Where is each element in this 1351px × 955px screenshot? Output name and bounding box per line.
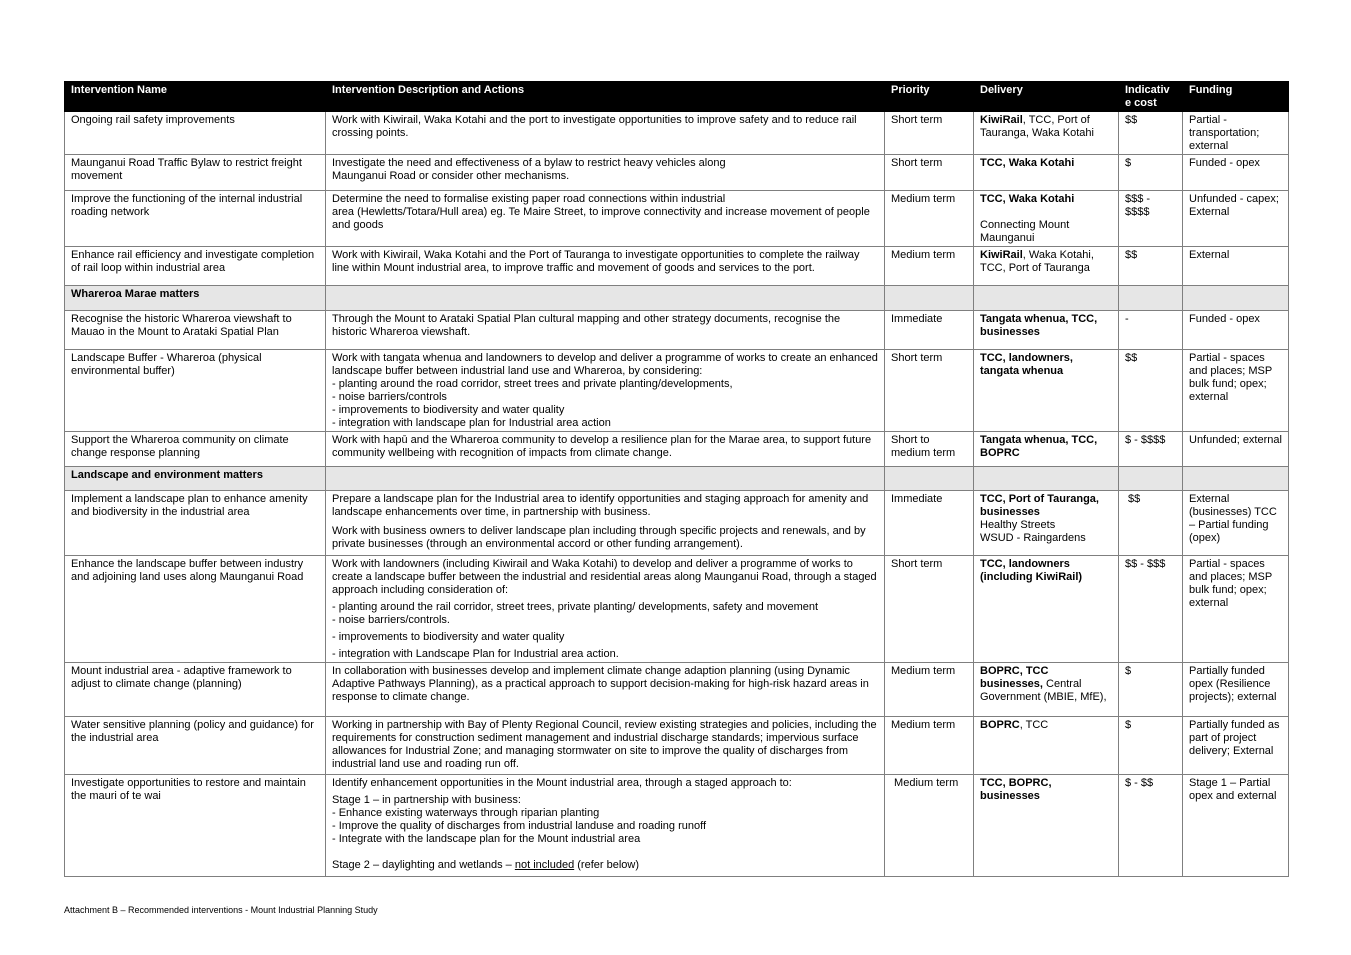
intervention-description <box>326 191 885 247</box>
description-line: Identify enhancement opportunities in the Mount industrial area, through a staged approach to: <box>332 777 792 789</box>
table-row <box>65 112 1289 155</box>
funding-cell: External <box>1183 247 1289 286</box>
priority-cell: Immediate <box>885 491 974 556</box>
description-line: - noise barriers/controls <box>332 391 447 403</box>
table-row <box>65 191 1289 247</box>
cost-cell: $ <box>1119 155 1183 191</box>
stage2-suffix: (refer below) <box>574 859 639 871</box>
cost-cell: $ <box>1119 717 1183 775</box>
table-row <box>65 350 1289 432</box>
cost-cell: $ - $$ <box>1119 775 1183 877</box>
funding-cell: Partially funded as part of project delivery; External <box>1183 717 1289 775</box>
delivery-cell <box>974 717 1119 775</box>
description-line: - integration with landscape plan for Industrial area action <box>332 417 611 429</box>
cost-cell: - <box>1119 311 1183 350</box>
delivery-lead: Tangata whenua, TCC, BOPRC <box>980 434 1098 459</box>
table-row <box>65 311 1289 350</box>
funding-cell: Unfunded - capex; External <box>1183 191 1289 247</box>
priority-cell: Medium term <box>885 191 974 247</box>
delivery-lead: BOPRC, TCC businesses, <box>980 665 1049 690</box>
table-row <box>65 556 1289 663</box>
header-funding: Funding <box>1183 82 1289 112</box>
header-intervention-name: Intervention Name <box>65 82 326 112</box>
description-line: Stage 1 – in partnership with business: <box>332 794 521 806</box>
intervention-description <box>326 663 885 717</box>
intervention-name: Ongoing rail safety improvements <box>65 112 326 155</box>
priority-cell: Medium term <box>885 247 974 286</box>
delivery-cell <box>974 775 1119 877</box>
table-row <box>65 491 1289 556</box>
cost-cell: $$ - $$$ <box>1119 556 1183 663</box>
delivery-lead: TCC, Waka Kotahi <box>980 193 1075 205</box>
delivery-cell <box>974 112 1119 155</box>
priority-cell: Short to medium term <box>885 432 974 467</box>
header-delivery: Delivery <box>974 82 1119 112</box>
intervention-name: Support the Whareroa community on climate change response planning <box>65 432 326 467</box>
priority-cell: Immediate <box>885 311 974 350</box>
description-line: Prepare a landscape plan for the Industrial area to identify opportunities and staging approach for amenity and landscape enhancements over time, in partnership with business. <box>332 493 869 518</box>
delivery-cell <box>974 491 1119 556</box>
delivery-extra: Healthy Streets <box>980 519 1056 531</box>
page-footer: Attachment B – Recommended interventions - Mount Industrial Planning Study <box>64 905 378 915</box>
priority-cell: Medium term <box>885 663 974 717</box>
delivery-extra: WSUD - Raingardens <box>980 532 1086 544</box>
delivery-cell <box>974 155 1119 191</box>
cost-cell: $ <box>1119 663 1183 717</box>
table-row <box>65 775 1289 877</box>
description-line: Work with landowners (including Kiwirail and Waka Kotahi) to develop and deliver a programme of works to create a landscape buffer between the industrial and residential areas along Maunganui Road, through a staged approach including consideration of: <box>332 558 877 596</box>
description-line: - integration with Landscape Plan for Industrial area action. <box>332 648 619 660</box>
intervention-description <box>326 775 885 877</box>
cost-cell: $$ <box>1119 247 1183 286</box>
delivery-cell <box>974 663 1119 717</box>
description-line: - Improve the quality of discharges from industrial landuse and roading runoff <box>332 820 707 832</box>
description-line: Working in partnership with Bay of Plenty Regional Council, review existing strategies and policies, including the requirements for construction sediment management and industrial discharge standards; impervious surface allowances for Industrial Zone; and managing stormwater on site to improve the quality of discharges from industrial land use and roading run off. <box>332 719 877 770</box>
description-stage2 <box>332 859 878 872</box>
intervention-name: Landscape Buffer - Whareroa (physical environmental buffer) <box>65 350 326 432</box>
delivery-cell <box>974 432 1119 467</box>
stage2-prefix: Stage 2 – daylighting and wetlands – <box>332 859 515 871</box>
description-line: Work with Kiwirail, Waka Kotahi and the Port of Tauranga to investigate opportunities to complete the railway line within Mount industrial area, to improve traffic and movement of goods and services to the port. <box>332 249 860 274</box>
delivery-lead: TCC, BOPRC, businesses <box>980 777 1052 802</box>
description-line: Work with hapū and the Whareroa community to develop a resilience plan for the Marae area, to support future community wellbeing with recognition of impacts from climate change. <box>332 434 872 459</box>
delivery-lead: TCC, Waka Kotahi <box>980 157 1075 169</box>
delivery-cell <box>974 191 1119 247</box>
intervention-description <box>326 155 885 191</box>
intervention-name: Mount industrial area - adaptive framework to adjust to climate change (planning) <box>65 663 326 717</box>
description-line: Work with tangata whenua and landowners to develop and deliver a programme of works to create an enhanced landscape buffer between industrial land use and Whareroa, by considering: <box>332 352 878 377</box>
funding-cell: Partial - transportation; external <box>1183 112 1289 155</box>
delivery-lead: KiwiRail <box>980 249 1023 261</box>
section-title: Whareroa Marae matters <box>65 286 326 311</box>
delivery-lead: BOPRC <box>980 719 1020 731</box>
delivery-lead: Tangata whenua, TCC, businesses <box>980 313 1098 338</box>
description-line: In collaboration with businesses develop and implement climate change adaption planning (using Dynamic Adaptive Pathways Planning), as a practical approach to support decision-making for high-risk hazard areas in response to climate change. <box>332 665 869 703</box>
priority-cell: Short term <box>885 556 974 663</box>
intervention-name: Recognise the historic Whareroa viewshaft to Mauao in the Mount to Arataki Spatial Plan <box>65 311 326 350</box>
intervention-description <box>326 311 885 350</box>
funding-cell: Stage 1 – Partial opex and external <box>1183 775 1289 877</box>
description-line: Through the Mount to Arataki Spatial Plan cultural mapping and other strategy documents, recognise the historic Whareroa viewshaft. <box>332 313 841 338</box>
delivery-lead: TCC, landowners, tangata whenua <box>980 352 1073 377</box>
intervention-name: Enhance rail efficiency and investigate completion of rail loop within industrial area <box>65 247 326 286</box>
table-row <box>65 247 1289 286</box>
description-line: - planting around the road corridor, street trees and private planting/developments, <box>332 378 733 390</box>
funding-cell: Unfunded; external <box>1183 432 1289 467</box>
description-line: Investigate the need and effectiveness of a bylaw to restrict heavy vehicles along <box>332 157 726 169</box>
intervention-description <box>326 247 885 286</box>
cost-cell: $$ <box>1119 491 1183 556</box>
funding-cell: Partial - spaces and places; MSP bulk fund; opex; external <box>1183 556 1289 663</box>
cost-cell: $$ <box>1119 112 1183 155</box>
intervention-description <box>326 112 885 155</box>
header-description: Intervention Description and Actions <box>326 82 885 112</box>
intervention-name: Implement a landscape plan to enhance amenity and biodiversity in the industrial area <box>65 491 326 556</box>
intervention-name: Investigate opportunities to restore and maintain the mauri of te wai <box>65 775 326 877</box>
priority-cell: Medium term <box>885 775 974 877</box>
description-line: area (Hewletts/Totara/Hull area) eg. Te Maire Street, to improve connectivity and increase movement of people and goods <box>332 206 870 231</box>
delivery-lead: TCC, landowners (including KiwiRail) <box>980 558 1083 583</box>
intervention-description <box>326 350 885 432</box>
description-line: - improvements to biodiversity and water quality <box>332 631 565 643</box>
table-row <box>65 717 1289 775</box>
description-line: - planting around the rail corridor, street trees, private planting/ developments, safety and movement <box>332 601 819 613</box>
delivery-partners: , TCC <box>1019 719 1049 731</box>
cost-cell: $ - $$$$ <box>1119 432 1183 467</box>
stage2-not-included: not included <box>514 859 575 871</box>
priority-cell: Medium term <box>885 717 974 775</box>
table-row <box>65 432 1289 467</box>
description-line: Work with business owners to deliver landscape plan including through specific projects and renewals, and by private businesses (through an environmental accord or other funding arrangement). <box>332 525 866 550</box>
cost-cell: $$ <box>1119 350 1183 432</box>
funding-cell: Funded - opex <box>1183 311 1289 350</box>
section-row <box>65 467 1289 491</box>
description-line: Maunganui Road or consider other mechanisms. <box>332 170 570 182</box>
delivery-lead: KiwiRail <box>980 114 1023 126</box>
intervention-description <box>326 556 885 663</box>
intervention-description <box>326 717 885 775</box>
description-line: - Integrate with the landscape plan for the Mount industrial area <box>332 833 641 845</box>
intervention-name: Water sensitive planning (policy and guidance) for the industrial area <box>65 717 326 775</box>
delivery-partners: , TCC, Port of Tauranga, Waka Kotahi <box>980 114 1094 139</box>
funding-cell: Funded - opex <box>1183 155 1289 191</box>
intervention-name: Enhance the landscape buffer between industry and adjoining land uses along Maunganui Road <box>65 556 326 663</box>
delivery-lead: TCC, Port of Tauranga, businesses <box>980 493 1099 518</box>
delivery-extra: Connecting Mount Maunganui <box>980 219 1070 244</box>
description-line: Determine the need to formalise existing paper road connections within industrial <box>332 193 726 205</box>
description-line: - noise barriers/controls. <box>332 614 450 626</box>
delivery-cell <box>974 311 1119 350</box>
table-row <box>65 663 1289 717</box>
interventions-table <box>64 81 1289 877</box>
funding-cell: External (businesses) TCC – Partial funding (opex) <box>1183 491 1289 556</box>
funding-cell: Partial - spaces and places; MSP bulk fund; opex; external <box>1183 350 1289 432</box>
delivery-cell <box>974 556 1119 663</box>
section-row <box>65 286 1289 311</box>
delivery-partners: Central Government (MBIE, MfE), <box>980 678 1107 703</box>
priority-cell: Short term <box>885 350 974 432</box>
description-line: - improvements to biodiversity and water quality <box>332 404 565 416</box>
header-indicative-cost: Indicativ e cost <box>1119 82 1183 112</box>
priority-cell: Short term <box>885 112 974 155</box>
delivery-cell <box>974 350 1119 432</box>
funding-cell: Partially funded opex (Resilience projects); external <box>1183 663 1289 717</box>
intervention-name: Improve the functioning of the internal industrial roading network <box>65 191 326 247</box>
description-line: - Enhance existing waterways through riparian planting <box>332 807 600 819</box>
delivery-partners: , Waka Kotahi, TCC, Port of Tauranga <box>980 249 1094 274</box>
priority-cell: Short term <box>885 155 974 191</box>
description-line: Work with Kiwirail, Waka Kotahi and the port to investigate opportunities to improve safety and to reduce rail crossing points. <box>332 114 857 139</box>
table-row <box>65 155 1289 191</box>
header-priority: Priority <box>885 82 974 112</box>
delivery-cell <box>974 247 1119 286</box>
cost-cell: $$$ - $$$$ <box>1119 191 1183 247</box>
section-title: Landscape and environment matters <box>65 467 326 491</box>
intervention-description <box>326 432 885 467</box>
table-header-row <box>65 82 1289 112</box>
intervention-name: Maunganui Road Traffic Bylaw to restrict freight movement <box>65 155 326 191</box>
intervention-description <box>326 491 885 556</box>
